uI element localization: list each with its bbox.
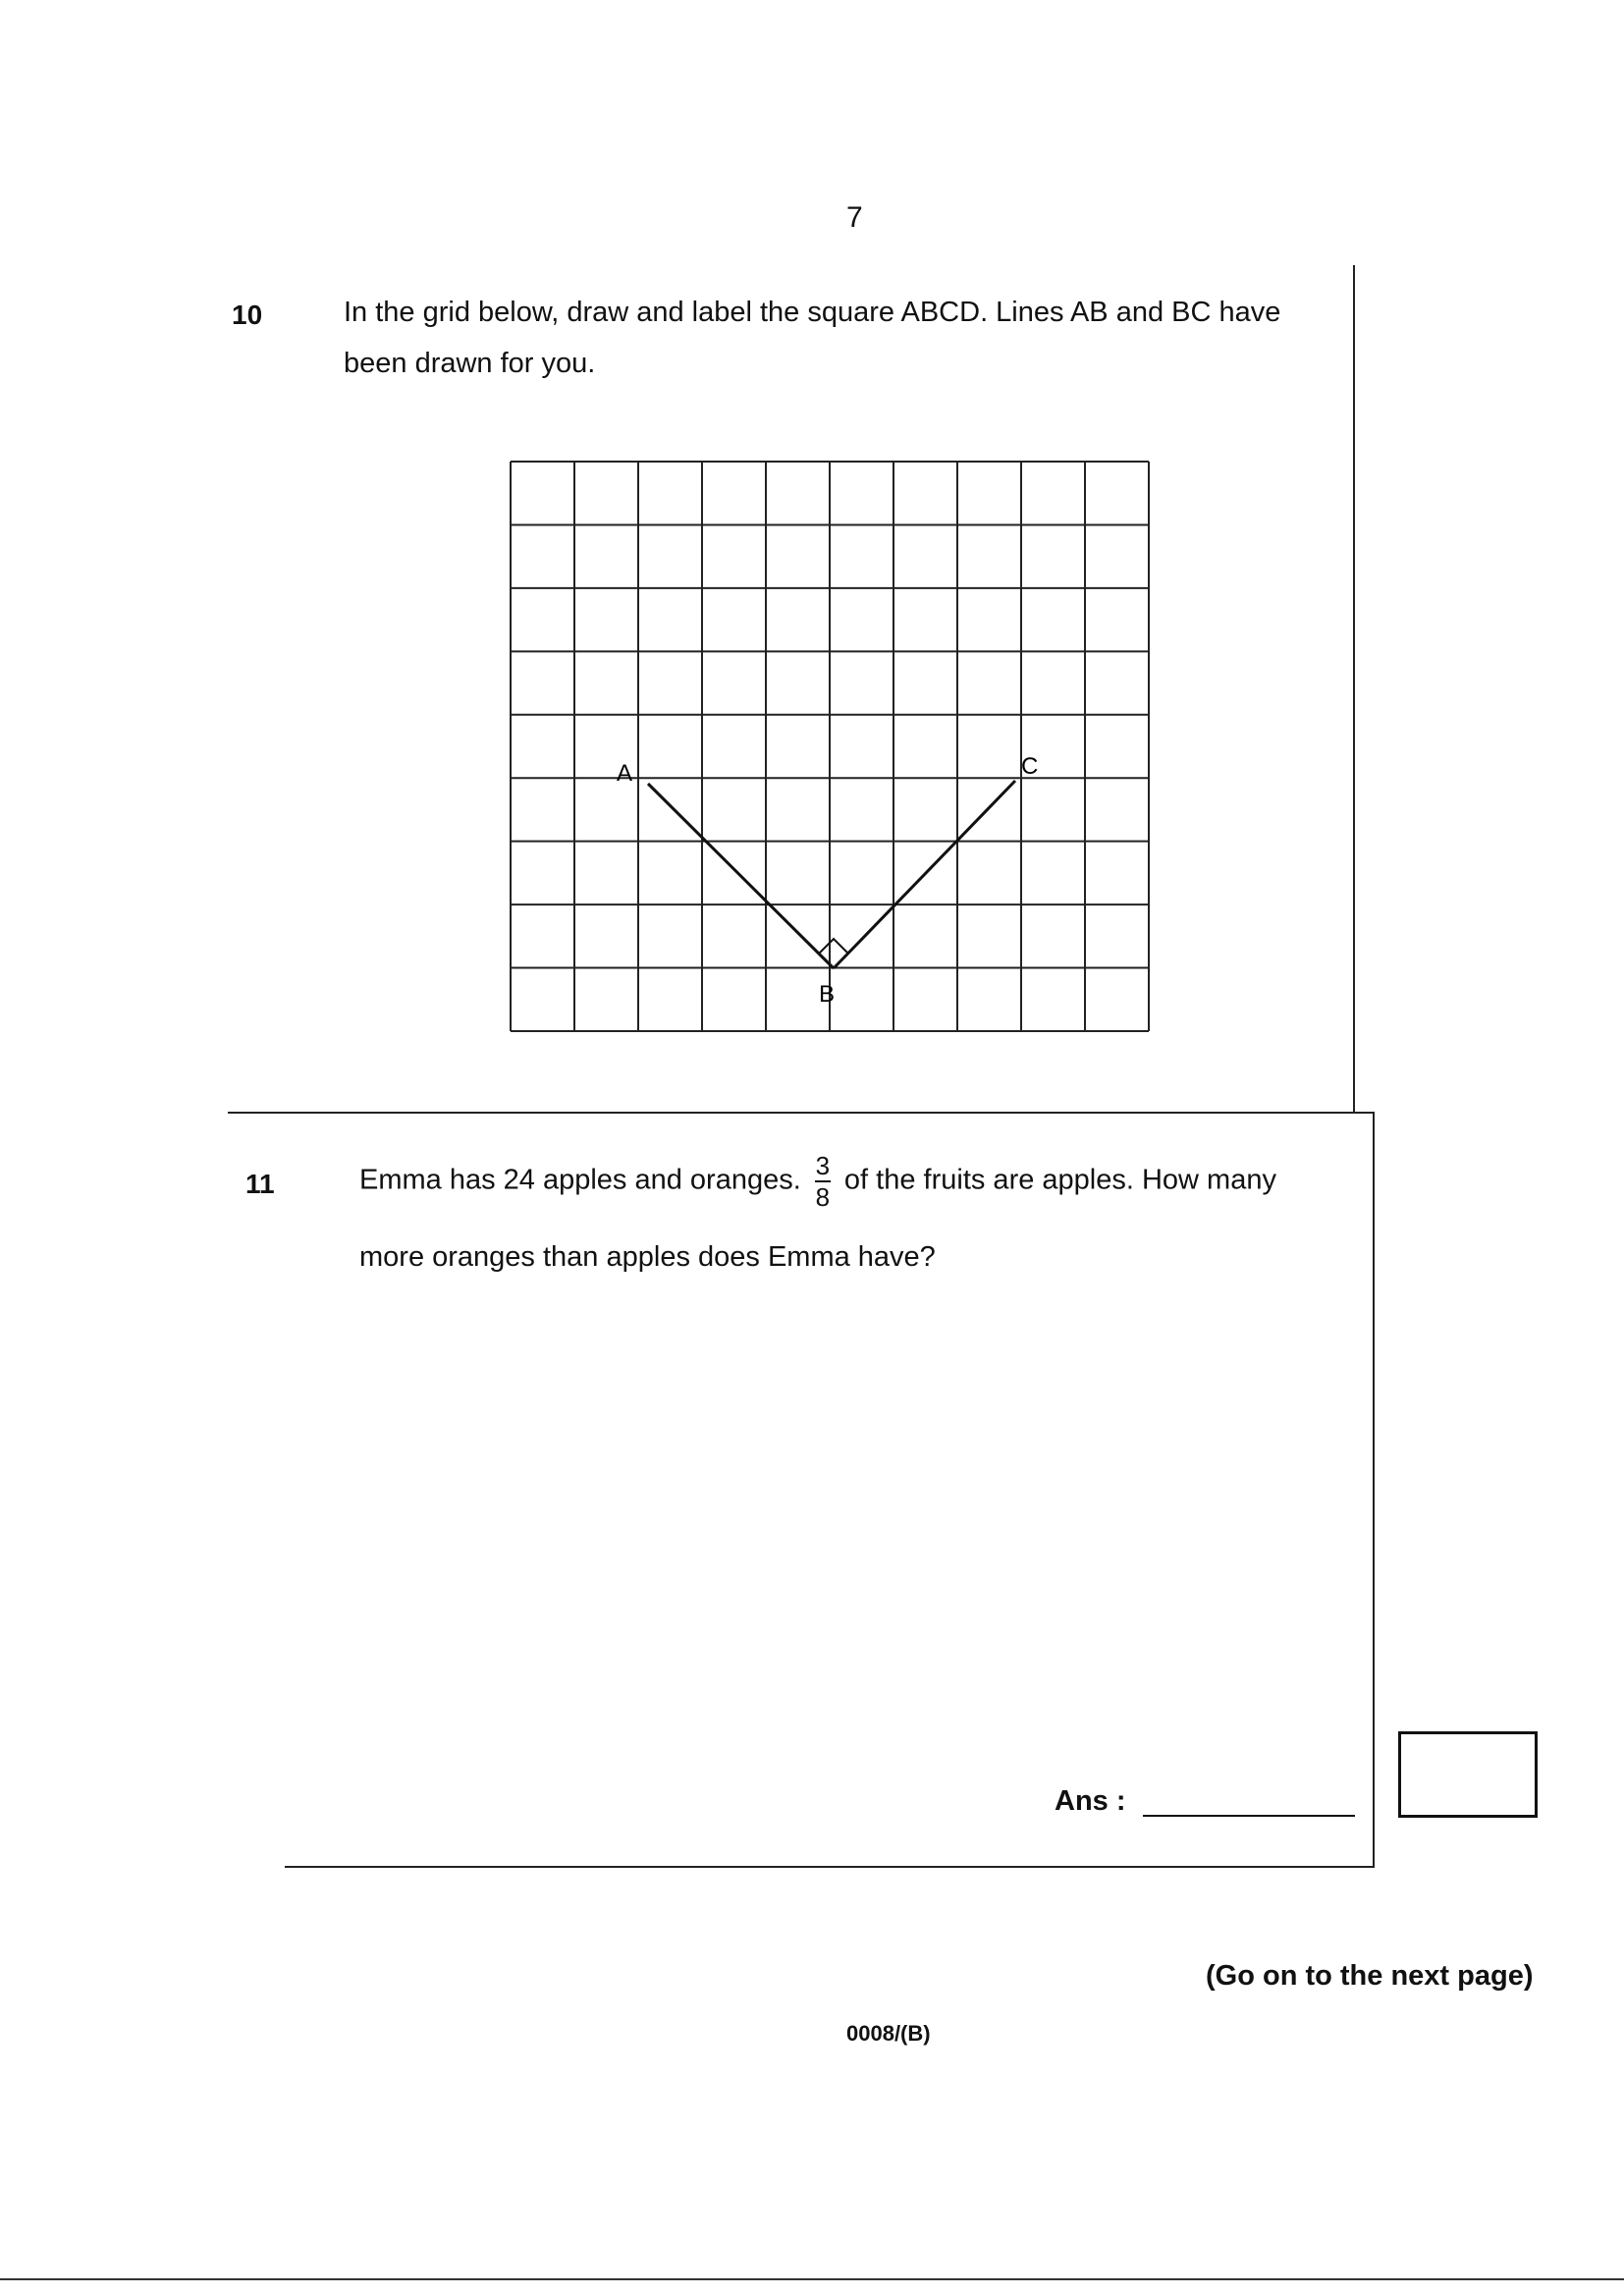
fraction-three-eighths	[815, 1153, 831, 1210]
question-border-right-lower	[1373, 1112, 1375, 1868]
question-11-text-line1	[359, 1153, 1276, 1210]
question-10-text-line2: been drawn for you.	[344, 348, 596, 379]
question-divider	[228, 1112, 1375, 1114]
answer-label: Ans :	[1055, 1785, 1126, 1817]
fraction-denominator: 8	[815, 1182, 831, 1212]
question-area-bottom-rule	[285, 1866, 1375, 1868]
vertex-label-a: A	[617, 760, 633, 787]
line-ab	[648, 784, 834, 968]
question-border-right	[1353, 265, 1355, 1112]
page-number: 7	[846, 201, 863, 234]
vertex-label-b: B	[819, 981, 836, 1008]
right-angle-marker	[819, 939, 848, 954]
page-bottom-rule	[0, 2278, 1624, 2280]
question-11-text-before: Emma has 24 apples and oranges.	[359, 1164, 801, 1196]
paper-code: 0008/(B)	[846, 2021, 931, 2046]
question-11-text-line2: more oranges than apples does Emma have?	[359, 1241, 936, 1273]
grid-lines	[511, 462, 1149, 1031]
question-10-text-line1: In the grid below, draw and label the square ABCD. Lines AB and BC have	[344, 297, 1281, 328]
go-on-next-page-note: (Go on to the next page)	[1206, 1960, 1534, 1992]
question-11-number: 11	[245, 1169, 275, 1199]
vertex-label-c: C	[1021, 753, 1039, 780]
fraction-numerator: 3	[815, 1151, 831, 1180]
square-drawing-grid[interactable]	[491, 442, 1178, 1051]
marks-box[interactable]	[1398, 1731, 1538, 1818]
line-bc	[834, 781, 1015, 968]
question-10-number: 10	[232, 300, 263, 330]
question-11-text-after: of the fruits are apples. How many	[843, 1164, 1276, 1196]
answer-line[interactable]	[1143, 1815, 1355, 1817]
